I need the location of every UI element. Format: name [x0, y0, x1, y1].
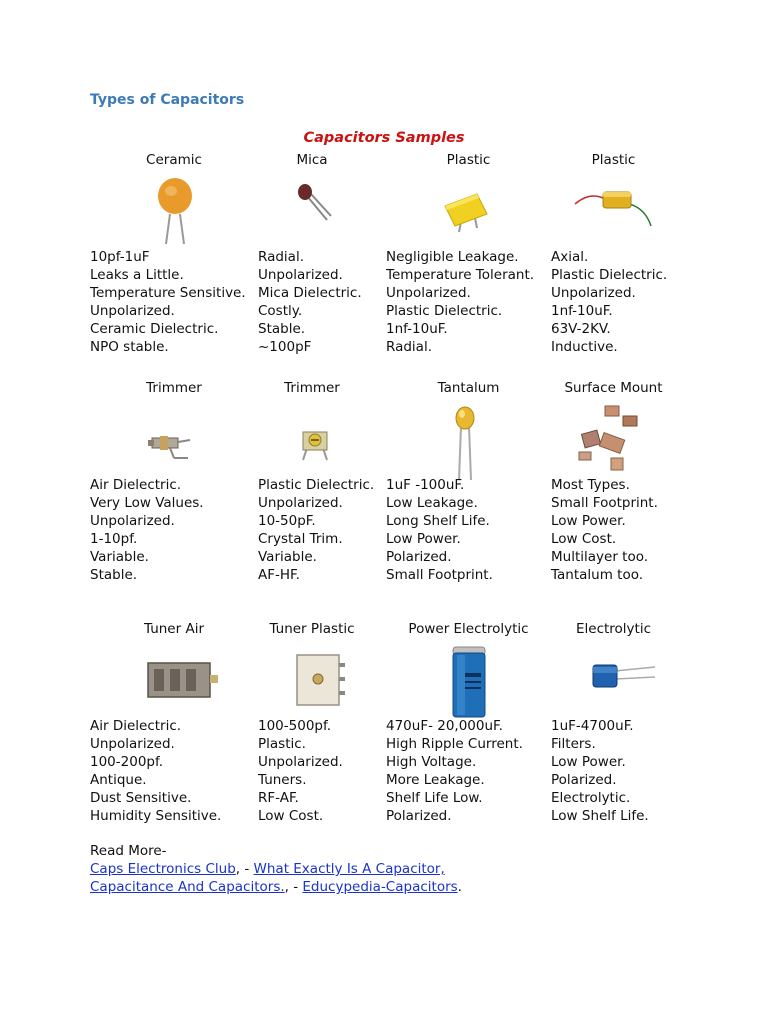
read-more-section: [90, 842, 462, 896]
property-line: 10-50pF.: [258, 513, 316, 529]
capacitor-properties: [258, 717, 343, 825]
property-line: 63V-2KV.: [551, 321, 611, 337]
capacitor-name: Plastic: [591, 152, 636, 168]
property-line: More Leakage.: [386, 772, 485, 788]
capacitor-properties: [551, 476, 658, 584]
property-line: Stable.: [90, 567, 138, 583]
capacitor-name: Trimmer: [284, 380, 340, 396]
property-line: Long Shelf Life.: [386, 513, 490, 529]
property-line: 100-500pf.: [258, 718, 332, 734]
property-line: Unpolarized.: [258, 754, 343, 770]
property-line: Negligible Leakage.: [386, 249, 519, 265]
property-line: Multilayer too.: [551, 549, 649, 565]
capacitor-row-2: [90, 378, 750, 598]
property-line: Air Dielectric.: [90, 718, 182, 734]
power-electrolytic-capacitor-image: [431, 643, 501, 715]
capacitor-properties: [90, 476, 204, 584]
property-line: Plastic Dielectric.: [386, 303, 503, 319]
property-line: Polarized.: [386, 549, 452, 565]
property-line: Temperature Sensitive.: [90, 285, 246, 301]
property-line: Polarized.: [551, 772, 617, 788]
property-line: Plastic Dielectric.: [258, 477, 375, 493]
property-line: Radial.: [386, 339, 432, 355]
property-line: High Voltage.: [386, 754, 477, 770]
property-line: Dust Sensitive.: [90, 790, 192, 806]
property-line: Unpolarized.: [386, 285, 471, 301]
property-line: NPO stable.: [90, 339, 169, 355]
property-line: Low Cost.: [258, 808, 324, 824]
capacitor-name: Power Electrolytic: [408, 621, 529, 637]
property-line: 1nf-10uF.: [551, 303, 613, 319]
mica-capacitor-image: [283, 174, 353, 246]
property-line: Low Power.: [551, 513, 626, 529]
property-line: Plastic Dielectric.: [551, 267, 668, 283]
property-line: Low Power.: [551, 754, 626, 770]
property-line: Ceramic Dielectric.: [90, 321, 219, 337]
plastic-axial-capacitor-image: [571, 174, 661, 246]
capacitor-name: Tantalum: [437, 380, 500, 396]
property-line: Unpolarized.: [258, 495, 343, 511]
property-line: Polarized.: [386, 808, 452, 824]
property-line: Unpolarized.: [258, 267, 343, 283]
property-line: Stable.: [258, 321, 306, 337]
property-line: 470uF- 20,000uF.: [386, 718, 503, 734]
link-capacitance-and-capacitors[interactable]: Capacitance And Capacitors.: [90, 879, 285, 895]
link-educypedia-capacitors[interactable]: Educypedia-Capacitors: [302, 879, 458, 895]
capacitor-properties: [551, 717, 649, 825]
separator: , -: [284, 879, 303, 895]
capacitor-name: Trimmer: [146, 380, 202, 396]
property-line: Very Low Values.: [90, 495, 204, 511]
property-line: Costly.: [258, 303, 303, 319]
property-line: High Ripple Current.: [386, 736, 523, 752]
property-line: 1uF -100uF.: [386, 477, 465, 493]
page-title: Types of Capacitors: [90, 92, 245, 108]
read-more-label: Read More-: [90, 843, 167, 859]
capacitor-name: Electrolytic: [575, 621, 652, 637]
plastic-trimmer-capacitor-image: [283, 402, 353, 474]
property-line: Tuners.: [258, 772, 307, 788]
tuner-plastic-capacitor-image: [283, 643, 353, 715]
property-line: Small Footprint.: [551, 495, 658, 511]
link-what-exactly-is-a-capacitor[interactable]: What Exactly Is A Capacitor,: [253, 861, 445, 877]
property-line: Low Leakage.: [386, 495, 478, 511]
capacitor-properties: [551, 248, 667, 356]
separator: .: [457, 879, 462, 895]
tuner-air-capacitor-image: [140, 643, 210, 715]
property-line: Unpolarized.: [90, 736, 175, 752]
property-line: 1-10pf.: [90, 531, 138, 547]
electrolytic-capacitor-image: [571, 643, 661, 715]
property-line: Temperature Tolerant.: [386, 267, 535, 283]
link-caps-electronics-club[interactable]: Caps Electronics Club: [90, 861, 236, 877]
capacitor-name: Mica: [296, 152, 328, 168]
capacitor-row-1: [90, 150, 750, 370]
property-line: Unpolarized.: [90, 513, 175, 529]
ceramic-capacitor-image: [140, 174, 210, 246]
air-trimmer-capacitor-image: [140, 402, 210, 474]
property-line: Low Power.: [386, 531, 461, 547]
plastic-radial-capacitor-image: [431, 174, 501, 246]
property-line: Low Shelf Life.: [551, 808, 649, 824]
read-more-line-2: [90, 878, 462, 896]
capacitor-properties: [90, 248, 246, 356]
capacitor-properties: [90, 717, 221, 825]
capacitor-properties: [258, 248, 362, 356]
capacitor-properties: [386, 248, 534, 356]
capacitor-row-3: [90, 619, 750, 839]
property-line: Variable.: [258, 549, 317, 565]
property-line: 100-200pf.: [90, 754, 164, 770]
tantalum-capacitor-image: [431, 402, 501, 474]
capacitor-properties: [386, 717, 523, 825]
property-line: Unpolarized.: [551, 285, 636, 301]
read-more-line-1: [90, 860, 462, 878]
property-line: Electrolytic.: [551, 790, 631, 806]
property-line: 10pf-1uF: [90, 249, 150, 265]
capacitor-name: Plastic: [446, 152, 491, 168]
property-line: Mica Dielectric.: [258, 285, 362, 301]
property-line: Inductive.: [551, 339, 618, 355]
property-line: RF-AF.: [258, 790, 299, 806]
property-line: Filters.: [551, 736, 596, 752]
property-line: Crystal Trim.: [258, 531, 343, 547]
smd-capacitor-image: [571, 402, 661, 474]
samples-heading: [0, 130, 768, 146]
property-line: Variable.: [90, 549, 149, 565]
samples-heading-text: Capacitors Samples: [303, 130, 465, 146]
capacitor-properties: [386, 476, 493, 584]
property-line: Leaks a Little.: [90, 267, 184, 283]
property-line: Small Footprint.: [386, 567, 493, 583]
property-line: AF-HF.: [258, 567, 300, 583]
property-line: Shelf Life Low.: [386, 790, 483, 806]
property-line: Humidity Sensitive.: [90, 808, 222, 824]
property-line: Antique.: [90, 772, 147, 788]
property-line: Radial.: [258, 249, 304, 265]
property-line: Axial.: [551, 249, 589, 265]
capacitor-name: Surface Mount: [564, 380, 663, 396]
property-line: ~100pF: [258, 339, 312, 355]
property-line: Most Types.: [551, 477, 630, 493]
property-line: 1nf-10uF.: [386, 321, 448, 337]
separator: , -: [235, 861, 254, 877]
capacitor-name: Tuner Plastic: [269, 621, 355, 637]
capacitor-name: Tuner Air: [144, 621, 204, 637]
property-line: Low Cost.: [551, 531, 617, 547]
capacitor-properties: [258, 476, 374, 584]
capacitor-name: Ceramic: [146, 152, 202, 168]
property-line: 1uF-4700uF.: [551, 718, 634, 734]
property-line: Unpolarized.: [90, 303, 175, 319]
property-line: Tantalum too.: [551, 567, 644, 583]
property-line: Plastic.: [258, 736, 306, 752]
property-line: Air Dielectric.: [90, 477, 182, 493]
